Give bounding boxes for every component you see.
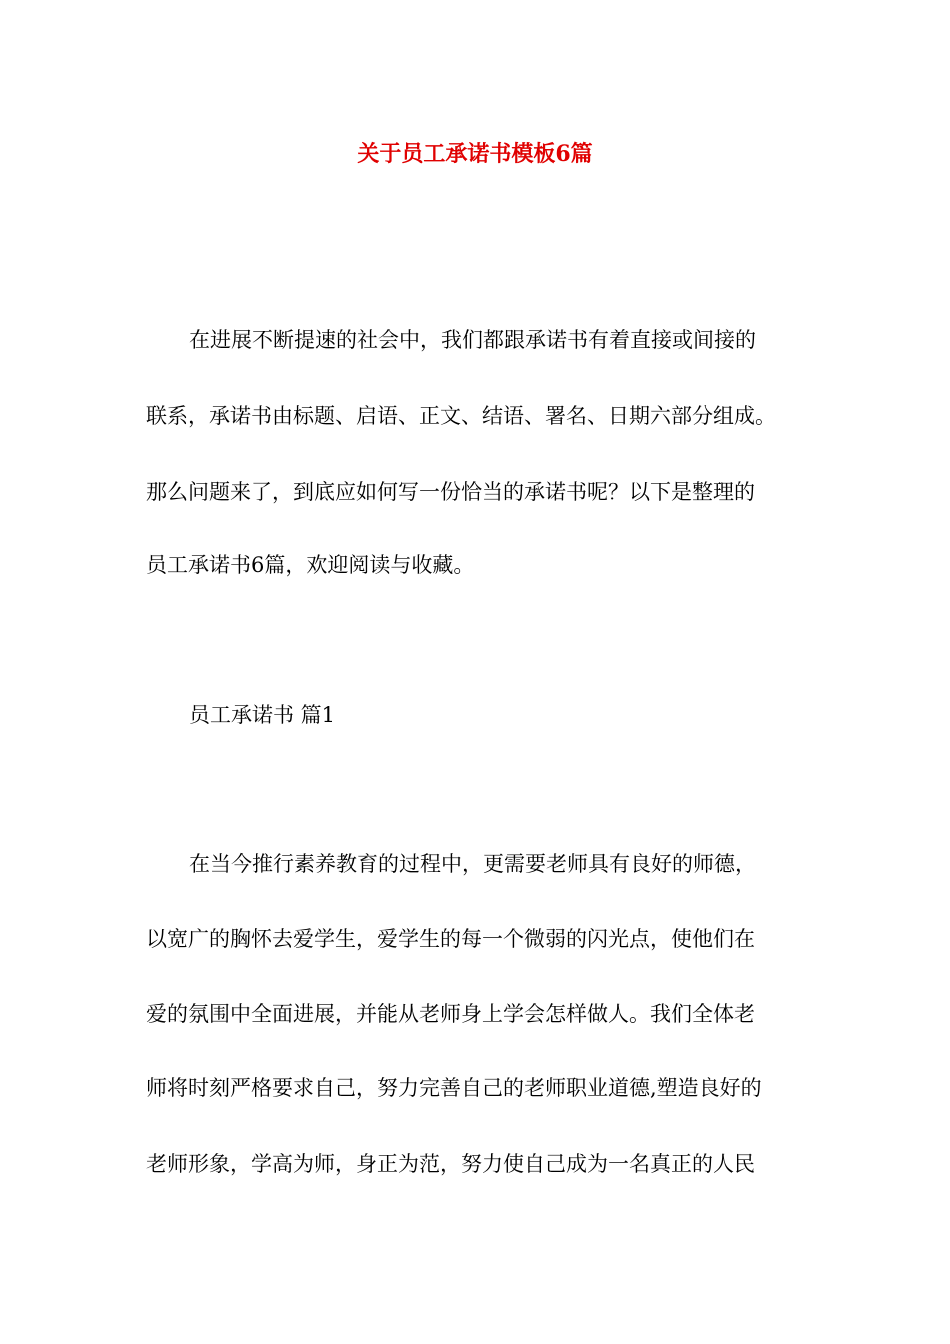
body-line-5: 老师形象，学高为师，身正为范，努力使自己成为一名真正的人民 [146, 1152, 755, 1176]
section-heading: 员工承诺书 篇1 [189, 703, 336, 727]
body-line-2: 以宽广的胸怀去爱学生，爱学生的每一个微弱的闪光点，使他们在 [146, 927, 755, 951]
body-line-1: 在当今推行素养教育的过程中，更需要老师具有良好的师德， [189, 852, 756, 876]
body-line-3: 爱的氛围中全面进展，并能从老师身上学会怎样做人。我们全体老 [146, 1002, 755, 1026]
document-title: 关于员工承诺书模板6篇 [357, 141, 593, 167]
body-line-4: 师将时刻严格要求自己，努力完善自己的老师职业道德,塑造良好的 [146, 1076, 762, 1100]
intro-line-3: 那么问题来了，到底应如何写一份恰当的承诺书呢？以下是整理的 [146, 480, 755, 504]
intro-line-4: 员工承诺书6篇，欢迎阅读与收藏。 [146, 553, 475, 577]
intro-line-1: 在进展不断提速的社会中，我们都跟承诺书有着直接或间接的 [189, 328, 756, 352]
intro-line-2: 联系，承诺书由标题、启语、正文、结语、署名、日期六部分组成。 [146, 404, 776, 428]
